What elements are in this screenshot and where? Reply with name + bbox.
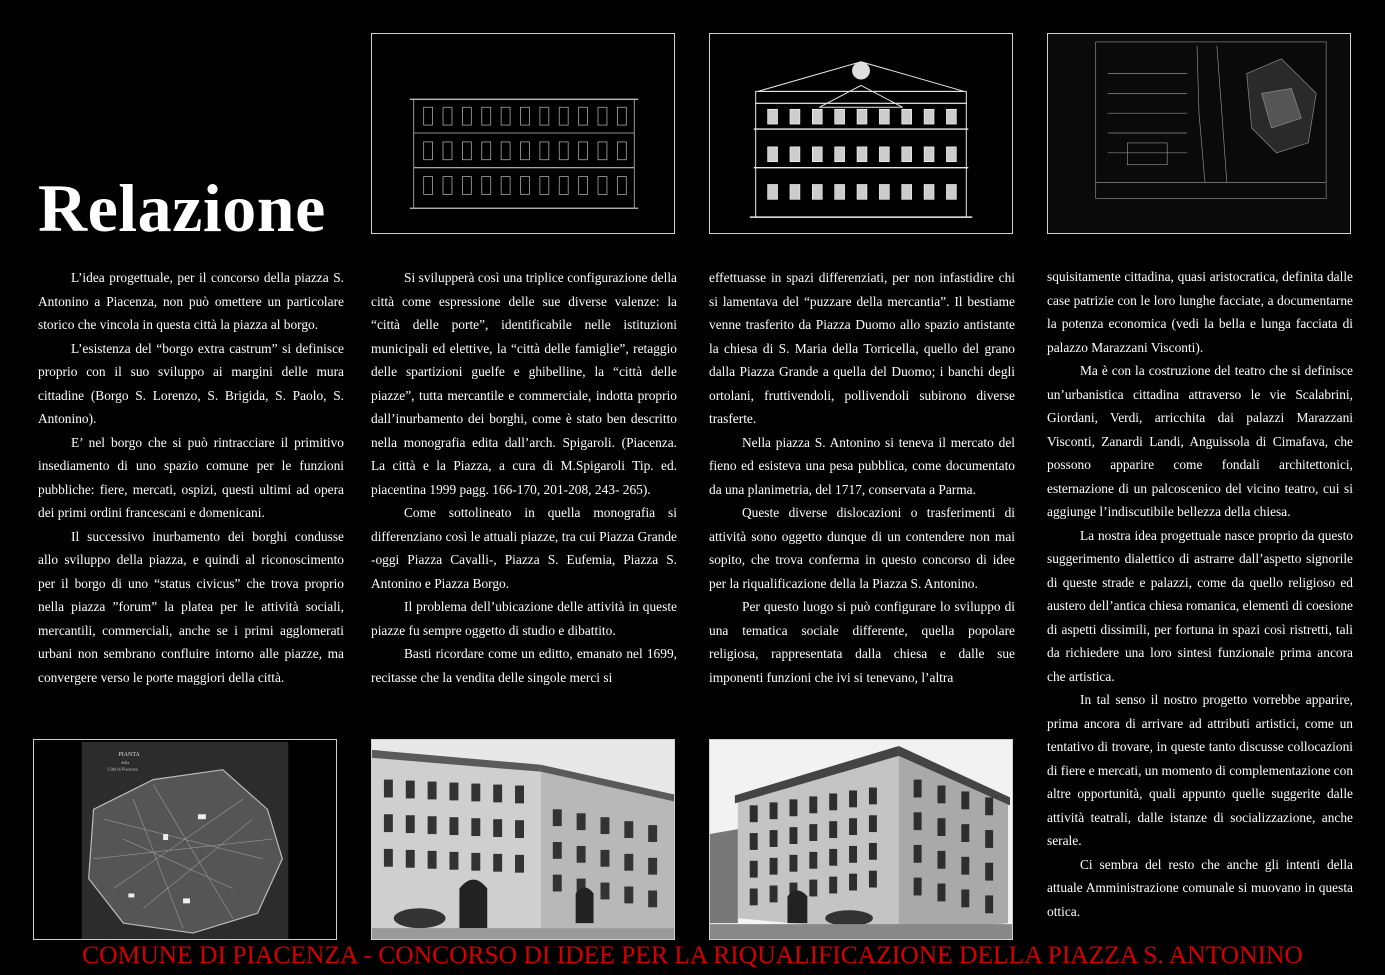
window-shape bbox=[835, 147, 845, 162]
window-shape bbox=[914, 878, 922, 896]
window-shape bbox=[902, 147, 912, 162]
window-shape bbox=[515, 820, 524, 838]
window-shape bbox=[515, 855, 524, 873]
window-shape bbox=[471, 853, 480, 871]
window-shape bbox=[493, 854, 502, 872]
window-shape bbox=[829, 793, 837, 810]
window-shape bbox=[428, 782, 437, 800]
paragraph: Come sottolineato in quella monografia si differenziano così le attuali piazze, tra cui Piazza Grande -oggi Piazza Cavalli-, Piazza S. Eufemia, Piazza S. Antonino e Piazza Borgo. bbox=[371, 505, 677, 591]
window-shape bbox=[553, 809, 562, 826]
facade-drawing-image bbox=[371, 33, 675, 234]
paragraph: squisitamente cittadina, quasi aristocratica, definita dalle case patrizie con le loro lunghe facciate, a documentarne la potenza economica (vedi la bella e lunga facciata di palazzo Marazzani Visconti). bbox=[1047, 269, 1353, 355]
window-shape bbox=[790, 147, 800, 162]
window-shape bbox=[624, 821, 633, 838]
window-shape bbox=[648, 858, 657, 875]
window-shape bbox=[600, 883, 609, 900]
historic-site-plan-image bbox=[1047, 33, 1351, 234]
window-shape bbox=[849, 790, 857, 807]
window-shape bbox=[428, 851, 437, 869]
window-shape bbox=[937, 884, 945, 902]
window-shape bbox=[624, 887, 633, 904]
window-shape bbox=[914, 780, 922, 798]
window-shape bbox=[624, 854, 633, 871]
window-shape bbox=[577, 846, 586, 863]
window-shape bbox=[789, 855, 797, 872]
text-column-3 bbox=[709, 266, 1015, 689]
window-shape bbox=[449, 852, 458, 870]
window-shape bbox=[750, 889, 758, 906]
page-title: Relazione bbox=[38, 170, 326, 246]
paragraph: La nostra idea progettuale nasce proprio da questo suggerimento dialettico di astrarre dall’aspetto signorile di queste strade e palazzi, come da quello religioso ed austero dell’antica chiesa romanica, elementi di coesione di aspetti dissimili, per fortuna in spazi così ristretti, tali da richiedere una loro sintesi funzionale prima ancora che artistica. bbox=[1047, 527, 1353, 684]
window-shape bbox=[835, 184, 845, 199]
window-shape bbox=[961, 824, 969, 842]
paragraph: Per questo luogo si può configurare lo sviluppo di una tematica sociale differente, quella popolare religiosa, rappresentata dalla chiesa e dalle sue imponenti funzioni che ivi si tenevano, l’altra bbox=[709, 599, 1015, 685]
window-shape bbox=[384, 814, 393, 832]
window-shape bbox=[961, 889, 969, 907]
paragraph: Queste diverse dislocazioni o trasferimenti di attività sono oggetto dunque di un contendere non mai sopito, che trova conferma in questo concorso di idee per la riqualificazione della la Piazza S. Antonino. bbox=[709, 505, 1015, 591]
window-shape bbox=[768, 184, 778, 199]
footer-banner: COMUNE DI PIACENZA - CONCORSO DI IDEE PER LA RIQUALIFICAZIONE DELLA PIAZZA S. ANTONINO bbox=[82, 940, 1303, 969]
text-column-4 bbox=[1047, 265, 1353, 923]
window-shape bbox=[829, 849, 837, 866]
window-shape bbox=[553, 842, 562, 859]
text-column-2 bbox=[371, 266, 677, 689]
window-shape bbox=[790, 109, 800, 124]
window-shape bbox=[924, 109, 934, 124]
window-shape bbox=[790, 184, 800, 199]
window-shape bbox=[449, 783, 458, 801]
text-column-1 bbox=[38, 266, 344, 689]
window-shape bbox=[857, 184, 867, 199]
paragraph: Basti ricordare come un editto, emanato nel 1699, recitasse che la vendita delle singole merci si bbox=[371, 646, 677, 685]
church-square-photo-image bbox=[371, 739, 675, 940]
window-shape bbox=[789, 827, 797, 844]
window-shape bbox=[750, 861, 758, 878]
window-shape bbox=[809, 796, 817, 813]
paragraph: In tal senso il nostro progetto vorrebbe apparire, prima ancora di arrivare ad attributi artistici, come un tentativo di trovare, in queste tanto discusse collocazioni di fiere e mercati, un momento di complementazione con altre opportunità, quali appunto quelle suggerite dalle attività teatrali, dalle istanze di socializzazione, anche serale. bbox=[1047, 692, 1354, 848]
window-shape bbox=[914, 845, 922, 863]
window-shape bbox=[770, 858, 778, 875]
window-shape bbox=[869, 815, 877, 832]
window-shape bbox=[515, 786, 524, 804]
window-shape bbox=[493, 785, 502, 803]
window-shape bbox=[406, 850, 415, 868]
map-title-text: Città di Piacenza bbox=[107, 766, 138, 772]
window-shape bbox=[406, 781, 415, 799]
palace-elevation-drawing-image bbox=[709, 33, 1013, 234]
window-shape bbox=[857, 109, 867, 124]
window-shape bbox=[829, 821, 837, 838]
window-shape bbox=[985, 797, 993, 815]
city-map-image bbox=[33, 739, 337, 940]
window-shape bbox=[869, 788, 877, 805]
window-shape bbox=[750, 805, 758, 822]
window-shape bbox=[961, 791, 969, 809]
window-shape bbox=[879, 109, 889, 124]
paragraph: Nella piazza S. Antonino si teneva il mercato del fieno ed esisteva una pesa pubblica, come documentato da una planimetria, del 1717, conservata a Parma. bbox=[709, 434, 1015, 497]
window-shape bbox=[937, 818, 945, 836]
paragraph: E’ nel borgo che si può rintracciare il primitivo insediamento di uno spazio comune per le funzioni pubbliche: fiere, mercati, ospizi, questi ultimi ad opera dei primi ordini francescani e domenicani. bbox=[38, 434, 344, 520]
window-shape bbox=[600, 850, 609, 867]
paragraph: Si svilupperà così una triplice configurazione della città come espressione delle sue diverse valenze: la “città delle porte”, identificabile nelle istituzioni municipali ed elettive, la “città delle famiglie”, retaggio delle spartizioni guelfe e ghibelline, la “città delle piazze”, tutta mercantile e commerciale, indotta proprio dall’inurbamento dei borghi, come è stato ben descritto nella monografia edita dall’arch. Spigaroli. (Piacenza. La città e la Piazza, a cura di M.Spigaroli Tip. ed. piacentina 1999 pagg. 166-170, 201-208, 243- 265). bbox=[371, 270, 677, 497]
window-shape bbox=[902, 184, 912, 199]
window-shape bbox=[879, 147, 889, 162]
window-shape bbox=[384, 780, 393, 798]
window-shape bbox=[428, 816, 437, 834]
window-shape bbox=[449, 817, 458, 835]
window-shape bbox=[869, 871, 877, 888]
window-shape bbox=[577, 813, 586, 830]
window-shape bbox=[985, 895, 993, 913]
window-shape bbox=[924, 147, 934, 162]
window-shape bbox=[961, 857, 969, 875]
map-title-text: della bbox=[121, 759, 130, 765]
paragraph: L’idea progettuale, per il concorso della piazza S. Antonino a Piacenza, non può omettere un particolare storico che vincola in questa città la piazza al borgo. bbox=[38, 270, 344, 332]
window-shape bbox=[946, 109, 956, 124]
window-shape bbox=[471, 818, 480, 836]
window-shape bbox=[768, 147, 778, 162]
window-shape bbox=[869, 843, 877, 860]
window-shape bbox=[789, 799, 797, 816]
paragraph: L’esistenza del “borgo extra castrum” si definisce proprio con il suo sviluppo ai margini delle mura cittadine (Borgo S. Lorenzo, S. Brigida, S. Paolo, S. Antonino). bbox=[38, 340, 344, 426]
window-shape bbox=[600, 817, 609, 834]
window-shape bbox=[648, 825, 657, 842]
window-shape bbox=[835, 109, 845, 124]
window-shape bbox=[985, 830, 993, 848]
window-shape bbox=[770, 886, 778, 903]
window-shape bbox=[849, 846, 857, 863]
paragraph: Il problema dell’ubicazione delle attività in queste piazze fu sempre oggetto di studio e dibattito. bbox=[371, 599, 677, 638]
window-shape bbox=[812, 147, 822, 162]
window-shape bbox=[750, 833, 758, 850]
paragraph: Il successivo inurbamento dei borghi condusse allo sviluppo della piazza, e quindi al riconoscimento per il borgo di uno “status civicus” che trova proprio nella piazza ”forum” la platea per le attività sociali, mercantili, commerciali, anche se i primi agglomerati urbani non sembrano confluire intorno alle piazze, ma convergere verso le porte maggiori della città. bbox=[38, 528, 344, 685]
window-shape bbox=[902, 109, 912, 124]
window-shape bbox=[924, 184, 934, 199]
window-shape bbox=[946, 184, 956, 199]
window-shape bbox=[384, 849, 393, 867]
window-shape bbox=[770, 802, 778, 819]
palazzo-corner-photo-image bbox=[709, 739, 1013, 940]
window-shape bbox=[553, 875, 562, 892]
paragraph: effettuasse in spazi differenziati, per non infastidire chi si lamentava del “puzzare della mercantia”. Il bestiame venne trasferito da Piazza Duomo allo spazio antistante la chiesa di S. Maria della Torricella, quello del grano dalla Piazza Grande a quella del Duomo; i banchi degli ortolani, fruttivendoli, pollivendoli subirono diverse trasferte. bbox=[709, 270, 1015, 426]
map-title-text: PIANTA bbox=[118, 751, 140, 758]
window-shape bbox=[809, 880, 817, 897]
paragraph: Ma è con la costruzione del teatro che si definisce un’urbanistica cittadina attraverso le vie Scalabrini, Giordani, Verdi, arricchita dai palazzi Marazzani Visconti, Zanardi Landi, Anguissola di Cimafava, che possono apparire come fondali architettonici, esternazione di un palcoscenico del vicino teatro, cui si aggiunge l’indiscutibile bellezza della chiesa. bbox=[1047, 363, 1353, 519]
window-shape bbox=[812, 109, 822, 124]
window-shape bbox=[849, 818, 857, 835]
window-shape bbox=[937, 786, 945, 804]
paragraph: Ci sembra del resto che anche gli intenti della attuale Amministrazione comunale si muovano in questa ottica. bbox=[1047, 856, 1353, 919]
window-shape bbox=[768, 109, 778, 124]
window-shape bbox=[914, 812, 922, 830]
window-shape bbox=[879, 184, 889, 199]
window-shape bbox=[937, 851, 945, 869]
window-shape bbox=[770, 830, 778, 847]
window-shape bbox=[493, 819, 502, 837]
window-shape bbox=[648, 890, 657, 907]
window-shape bbox=[809, 852, 817, 869]
window-shape bbox=[812, 184, 822, 199]
window-shape bbox=[985, 863, 993, 881]
window-shape bbox=[849, 874, 857, 891]
window-shape bbox=[406, 815, 415, 833]
window-shape bbox=[857, 147, 867, 162]
window-shape bbox=[829, 877, 837, 894]
window-shape bbox=[946, 147, 956, 162]
window-shape bbox=[809, 824, 817, 841]
window-shape bbox=[471, 784, 480, 802]
